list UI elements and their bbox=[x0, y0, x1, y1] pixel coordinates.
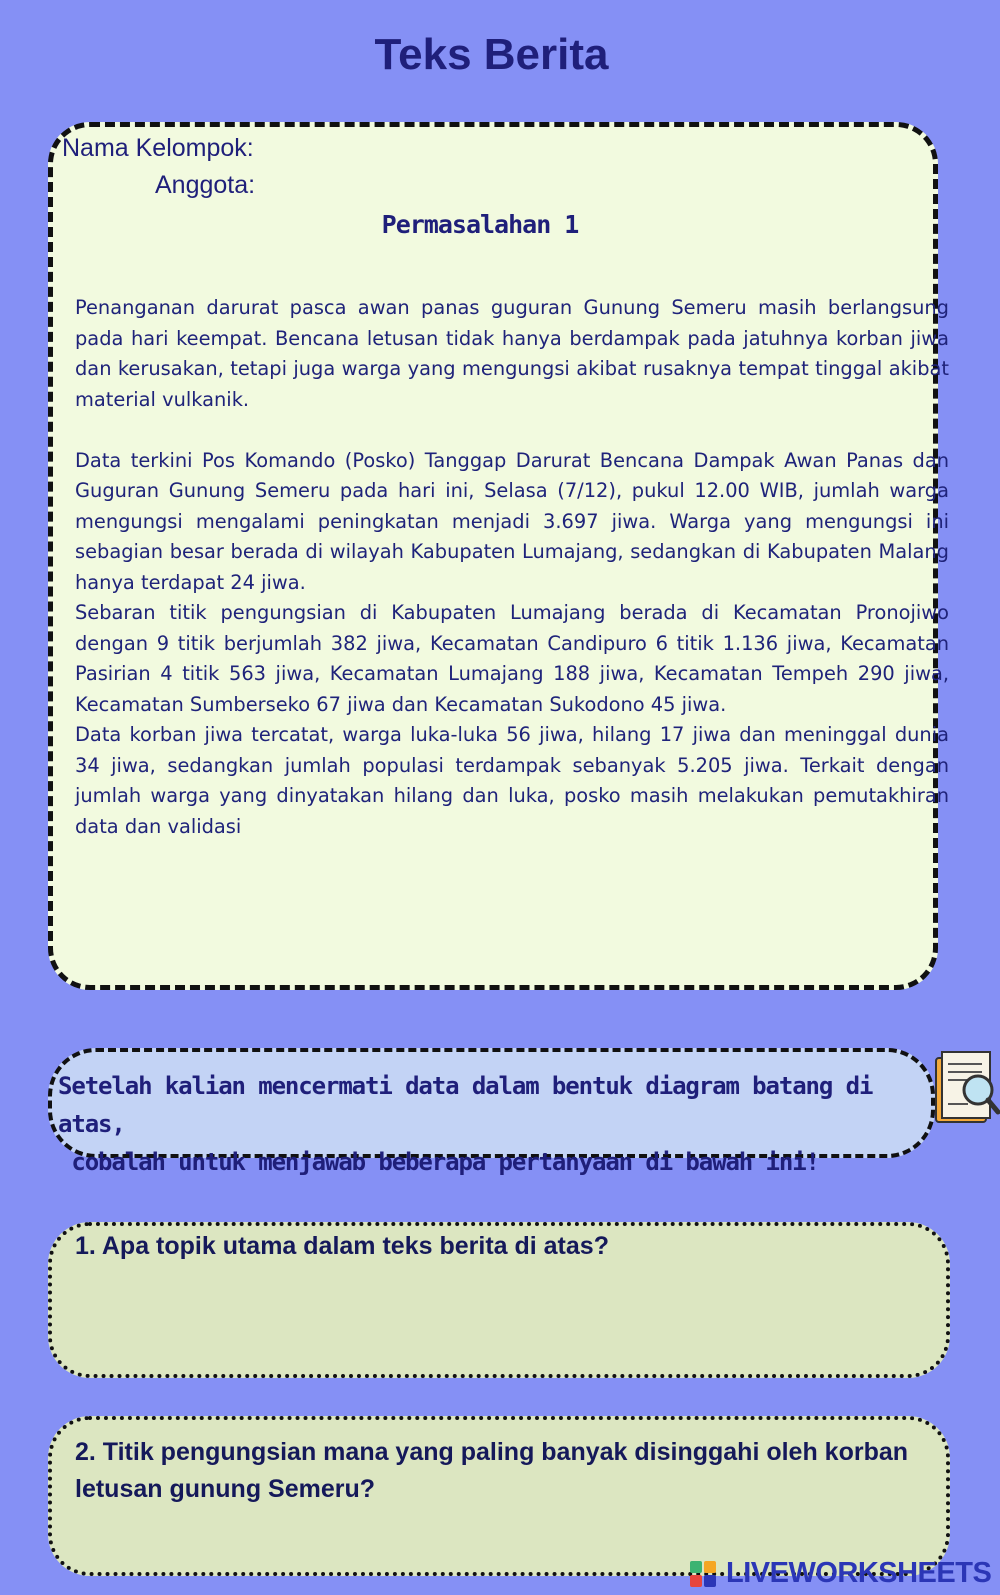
folder-magnifier-icon bbox=[932, 1046, 1000, 1128]
liveworksheets-logo-icon bbox=[690, 1561, 718, 1587]
news-paragraph: Data terkini Pos Komando (Posko) Tanggap Darurat Bencana Dampak Awan Panas dan Guguran Gunung Semeru pada hari ini, Selasa (7/12), pukul 12.00 WIB, jumlah warga mengungsi mengalami peningkatan menjadi 3.697 jiwa. Warga yang mengungsi ini sebagian besar berada di wilayah Kabupaten Lumajang, sedangkan di Kabupaten Malang hanya terdapat 24 jiwa. bbox=[75, 448, 949, 594]
problem-title: Permasalahan 1 bbox=[381, 210, 579, 239]
watermark-text: LIVEWORKSHEETS bbox=[726, 1557, 992, 1589]
news-paragraph: Data korban jiwa tercatat, warga luka-luka 56 jiwa, hilang 17 jiwa dan meninggal dunia 34 jiwa, sedangkan jumlah populasi terdampak sebanyak 5.205 jiwa. Terkait dengan jumlah warga yang dinyatakan hilang dan luka, posko masih melakukan pemutakhiran data dan validasi bbox=[75, 723, 949, 838]
news-body bbox=[75, 293, 949, 842]
news-paragraph: Penanganan darurat pasca awan panas guguran Gunung Semeru masih berlangsung pada hari keempat. Bencana letusan tidak hanya berdampak pada jatuhnya korban jiwa dan kerusakan, tetapi juga warga yang mengungsi akibat rusaknya tempat tinggal akibat material vulkanik. bbox=[75, 296, 949, 411]
watermark bbox=[690, 1555, 990, 1591]
news-paragraph: Sebaran titik pengungsian di Kabupaten Lumajang berada di Kecamatan Pronojiwo dengan 9 titik berjumlah 382 jiwa, Kecamatan Candipuro 6 titik 1.136 jiwa, Kecamatan Pasirian 4 titik 563 jiwa, Kecamatan Lumajang 188 jiwa, Kecamatan Tempeh 290 jiwa, Kecamatan Sumberseko 67 jiwa dan Kecamatan Sukodono 45 jiwa. bbox=[75, 601, 949, 716]
instruction-line-1: Setelah kalian mencermati data dalam bentuk diagram batang di atas, bbox=[58, 1072, 873, 1138]
instruction-text bbox=[58, 1067, 938, 1181]
question-1-text: 1. Apa topik utama dalam teks berita di atas? bbox=[75, 1232, 609, 1260]
group-name-label: Nama Kelompok: bbox=[62, 134, 254, 162]
members-label: Anggota: bbox=[155, 171, 256, 199]
instruction-line-2: cobalah untuk menjawab beberapa pertanyaan di bawah ini! bbox=[58, 1148, 819, 1176]
question-2-text: 2. Titik pengungsian mana yang paling banyak disinggahi oleh korban letusan gunung Semeru? bbox=[75, 1438, 909, 1503]
page-title: Teks Berita bbox=[374, 30, 609, 79]
